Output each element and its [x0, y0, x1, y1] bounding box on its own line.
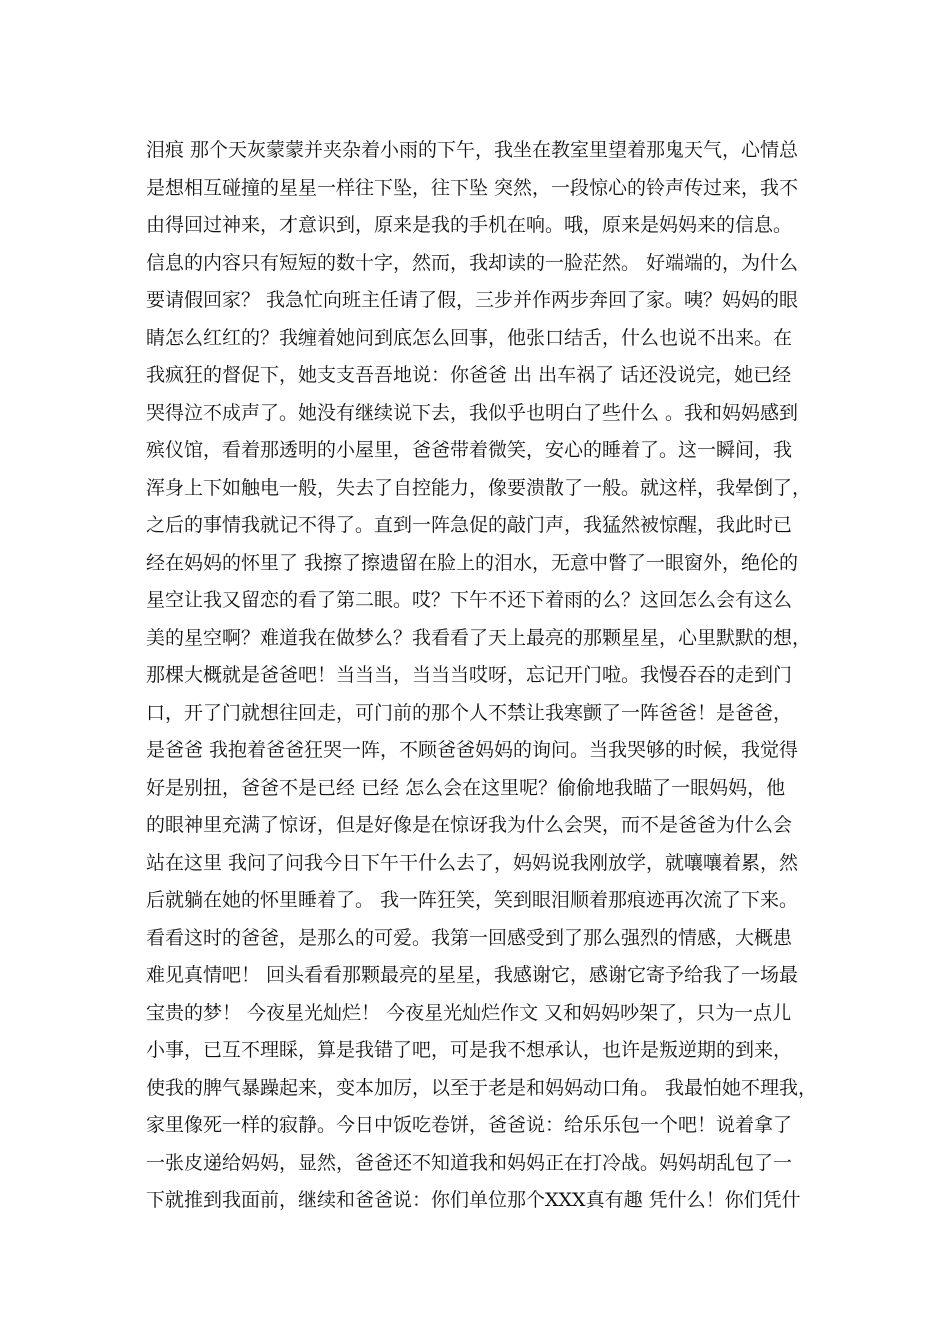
text-line: 宝贵的梦！ 今夜星光灿烂！ 今夜星光灿烂作文 又和妈妈吵架了，只为一点儿: [146, 1001, 792, 1024]
text-line: 美的星空啊？难道我在做梦么？我看看了天上最亮的那颗星星，心里默默的想，: [146, 626, 812, 649]
text-line: 的眼神里充满了惊讶，但是好像是在惊讶我为什么会哭，而不是爸爸为什么会: [146, 814, 793, 836]
text-line: 泪痕 那个天灰蒙蒙并夹杂着小雨的下午，我坐在教室里望着那鬼天气，心情总: [146, 139, 799, 161]
text-line: 浑身上下如触电一般，失去了自控能力，像要溃散了一般。就这样，我晕倒了，: [146, 476, 812, 499]
text-line: 是爸爸 我抱着爸爸狂哭一阵，不顾爸爸妈妈的询问。当我哭够的时候，我觉得: [146, 739, 799, 761]
text-line: 之后的事情我就记不得了。直到一阵急促的敲门声，我猛然被惊醒，我此时已: [146, 514, 793, 536]
text-line: 下就推到我面前，继续和爸爸说：你们单位那个XXX真有趣 凭什么！你们凭什: [146, 1189, 801, 1211]
text-line: 看看这时的爸爸，是那么的可爱。我第一回感受到了那么强烈的情感，大概患: [146, 926, 793, 949]
text-line: 使我的脾气暴躁起来，变本加厉，以至于老是和妈妈动口角。 我最怕她不理我，: [146, 1076, 818, 1099]
text-line: 我疯狂的督促下，她支支吾吾地说：你爸爸 出 出车祸了 话还没说完，她已经: [146, 364, 792, 386]
essay-body: [146, 132, 826, 1220]
text-line: 后就躺在她的怀里睡着了。 我一阵狂笑，笑到眼泪顺着那痕迹再次流了下来。: [146, 889, 799, 911]
text-line: 口，开了门就想往回走，可门前的那个人不禁让我寒颤了一阵爸爸！是爸爸，: [146, 701, 793, 724]
text-line: 好是别扭，爸爸不是已经 已经 怎么会在这里呢？偷偷地我瞄了一眼妈妈，他: [146, 776, 786, 799]
text-line: 哭得泣不成声了。她没有继续说下去，我似乎也明白了些什么 。我和妈妈感到: [146, 401, 799, 424]
text-line: 睛怎么红红的？我缠着她问到底怎么回事，他张口结舌，什么也说不出来。在: [146, 326, 793, 349]
text-line: 家里像死一样的寂静。今日中饭吃卷饼，爸爸说：给乐乐包一个吧！说着拿了: [146, 1114, 793, 1136]
text-line: 站在这里 我问了问我今日下午干什么去了，妈妈说我刚放学，就嚷嚷着累，然: [146, 851, 799, 874]
text-line: 殡仪馆，看着那透明的小屋里，爸爸带着微笑，安心的睡着了。这一瞬间，我: [146, 439, 793, 461]
text-line: 是想相互碰撞的星星一样往下坠，往下坠 突然，一段惊心的铃声传过来，我不: [146, 176, 799, 199]
text-line: 要请假回家？ 我急忙向班主任请了假，三步并作两步奔回了家。咦？妈妈的眼: [146, 289, 799, 311]
text-line: 那棵大概就是爸爸吧！当当当，当当当哎呀，忘记开门啦。我慢吞吞的走到门: [146, 664, 793, 686]
text-line: 信息的内容只有短短的数十字，然而，我却读的一脸茫然。 好端端的，为什么: [146, 251, 799, 274]
text-line: 经在妈妈的怀里了 我擦了擦遗留在脸上的泪水，无意中瞥了一眼窗外，绝伦的: [146, 551, 799, 574]
text-line: 难见真情吧！ 回头看看那颗最亮的星星，我感谢它，感谢它寄予给我了一场最: [146, 964, 799, 986]
text-line: 小事，已互不理睬，算是我错了吧，可是我不想承认，也许是叛逆期的到来，: [146, 1039, 793, 1061]
text-line: 由得回过神来，才意识到，原来是我的手机在响。哦，原来是妈妈来的信息。: [146, 214, 793, 236]
text-line: 星空让我又留恋的看了第二眼。哎？下午不还下着雨的么？这回怎么会有这么: [146, 589, 793, 611]
text-line: 一张皮递给妈妈，显然，爸爸还不知道我和妈妈正在打冷战。妈妈胡乱包了一: [146, 1151, 793, 1174]
